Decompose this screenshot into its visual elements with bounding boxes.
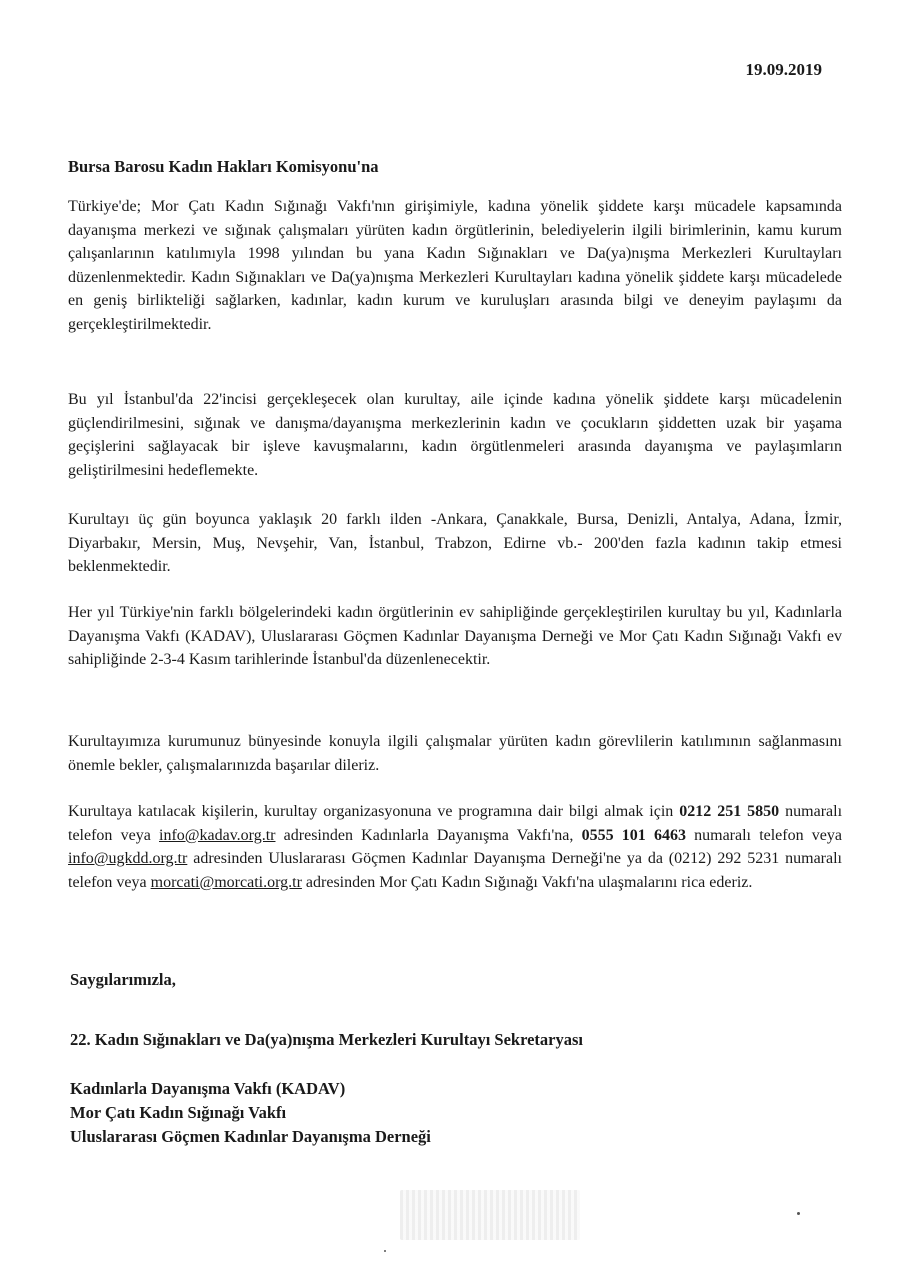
addressee: Bursa Barosu Kadın Hakları Komisyonu'na bbox=[68, 157, 379, 176]
paragraph-request: Kurultayımıza kurumunuz bünyesinde konuyla ilgili çalışmalar yürüten kadın görevlilerin katılımının sağlanmasını önemle bekler, çalışmalarınızda başarılar dileriz. bbox=[68, 733, 842, 774]
email-kadav-link[interactable]: info@kadav.org.tr bbox=[159, 826, 276, 844]
contact-text-5: adresinden Uluslararası Göçmen Kadınlar Dayanışma Derneği'ne ya da (0212) 292 5231 numaralı telefon veya bbox=[68, 850, 842, 891]
closing: Saygılarımızla, bbox=[70, 970, 176, 989]
email-morcati-link[interactable]: morcati@morcati.org.tr bbox=[150, 873, 302, 891]
contact-text-6: adresinden Mor Çatı Kadın Sığınağı Vakfı'na ulaşmalarını rica ederiz. bbox=[301, 873, 753, 891]
signatory-kadav: Kadınlarla Dayanışma Vakfı (KADAV) bbox=[70, 1079, 346, 1098]
faded-stamp bbox=[400, 1190, 580, 1240]
paragraph-intro: Türkiye'de; Mor Çatı Kadın Sığınağı Vakfı'nın girişimiyle, kadına yönelik şiddete karşı mücadele kapsamında dayanışma merkezi ve sığınak çalışmaları yürüten kadın örgütlerinin, belediyelerin ilgili birimlerinin, kamu kurum çalışanlarının katılımıyla 1998 yılından bu yana Kadın Sığınakları ve Da(ya)nışma Merkezleri Kurultayları düzenlenmektedir. Kadın Sığınakları ve Da(ya)nışma Merkezleri Kurultayları kadına yönelik şiddete karşı mücadelede en geniş birlikteliği sağlarken, kadınlar, kadın kurum ve kuruluşları arasında bilgi ve deneyim paylaşımı da gerçekleştirilmektedir. bbox=[68, 198, 842, 333]
contact-text-4: numaralı telefon veya bbox=[685, 826, 843, 844]
paragraph-contact bbox=[68, 800, 842, 894]
phone-kadav: 0212 251 5850 bbox=[679, 803, 780, 820]
scan-speck bbox=[797, 1212, 800, 1215]
contact-text-2: numaralı telefon veya bbox=[68, 803, 843, 844]
email-ugkdd-link[interactable]: info@ugkdd.org.tr bbox=[68, 850, 188, 867]
phone-ugkdd: 0555 101 6463 bbox=[581, 826, 686, 844]
secretariat-title: 22. Kadın Sığınakları ve Da(ya)nışma Merkezleri Kurultayı Sekretaryası bbox=[70, 1030, 583, 1049]
signatory-morcati: Mor Çatı Kadın Sığınağı Vakfı bbox=[70, 1103, 287, 1122]
contact-text-1: Kurultaya katılacak kişilerin, kurultay organizasyonuna ve programına dair bilgi almak için bbox=[68, 803, 680, 820]
signatory-ugkdd: Uluslararası Göçmen Kadınlar Dayanışma Derneği bbox=[70, 1127, 431, 1146]
letter-date: 19.09.2019 bbox=[745, 60, 822, 79]
paragraph-goals: Bu yıl İstanbul'da 22'incisi gerçekleşecek olan kurultay, aile içinde kadına yönelik şiddete karşı mücadelenin güçlendirilmesini, sığınak ve danışma/dayanışma merkezlerinin kadın ve çocukların şiddetten uzak bir yaşama geçişlerini sağlayacak bir işleve kavuşmalarını, kadın örgütlenmeleri arasında dayanışma ve paylaşımların geliştirilmesini hedeflemekte. bbox=[68, 391, 842, 479]
contact-text-3: adresinden Kadınlarla Dayanışma Vakfı'na, bbox=[275, 826, 582, 844]
paragraph-hosts: Her yıl Türkiye'nin farklı bölgelerindeki kadın örgütlerinin ev sahipliğinde gerçekleştirilen kurultay bu yıl, Kadınlarla Dayanışma Vakfı (KADAV), Uluslararası Göçmen Kadınlar Dayanışma Derneği ve Mor Çatı Kadın Sığınağı Vakfı ev sahipliğinde 2-3-4 Kasım tarihlerinde İstanbul'da düzenlenecektir. bbox=[68, 604, 842, 668]
paragraph-participants: Kurultayı üç gün boyunca yaklaşık 20 farklı ilden -Ankara, Çanakkale, Bursa, Denizli, Antalya, Adana, İzmir, Diyarbakır, Mersin, Muş, Nevşehir, Van, İstanbul, Trabzon, Edirne vb.- 200'den fazla kadının takip etmesi beklenmektedir. bbox=[68, 511, 842, 575]
scan-speck bbox=[384, 1250, 386, 1252]
